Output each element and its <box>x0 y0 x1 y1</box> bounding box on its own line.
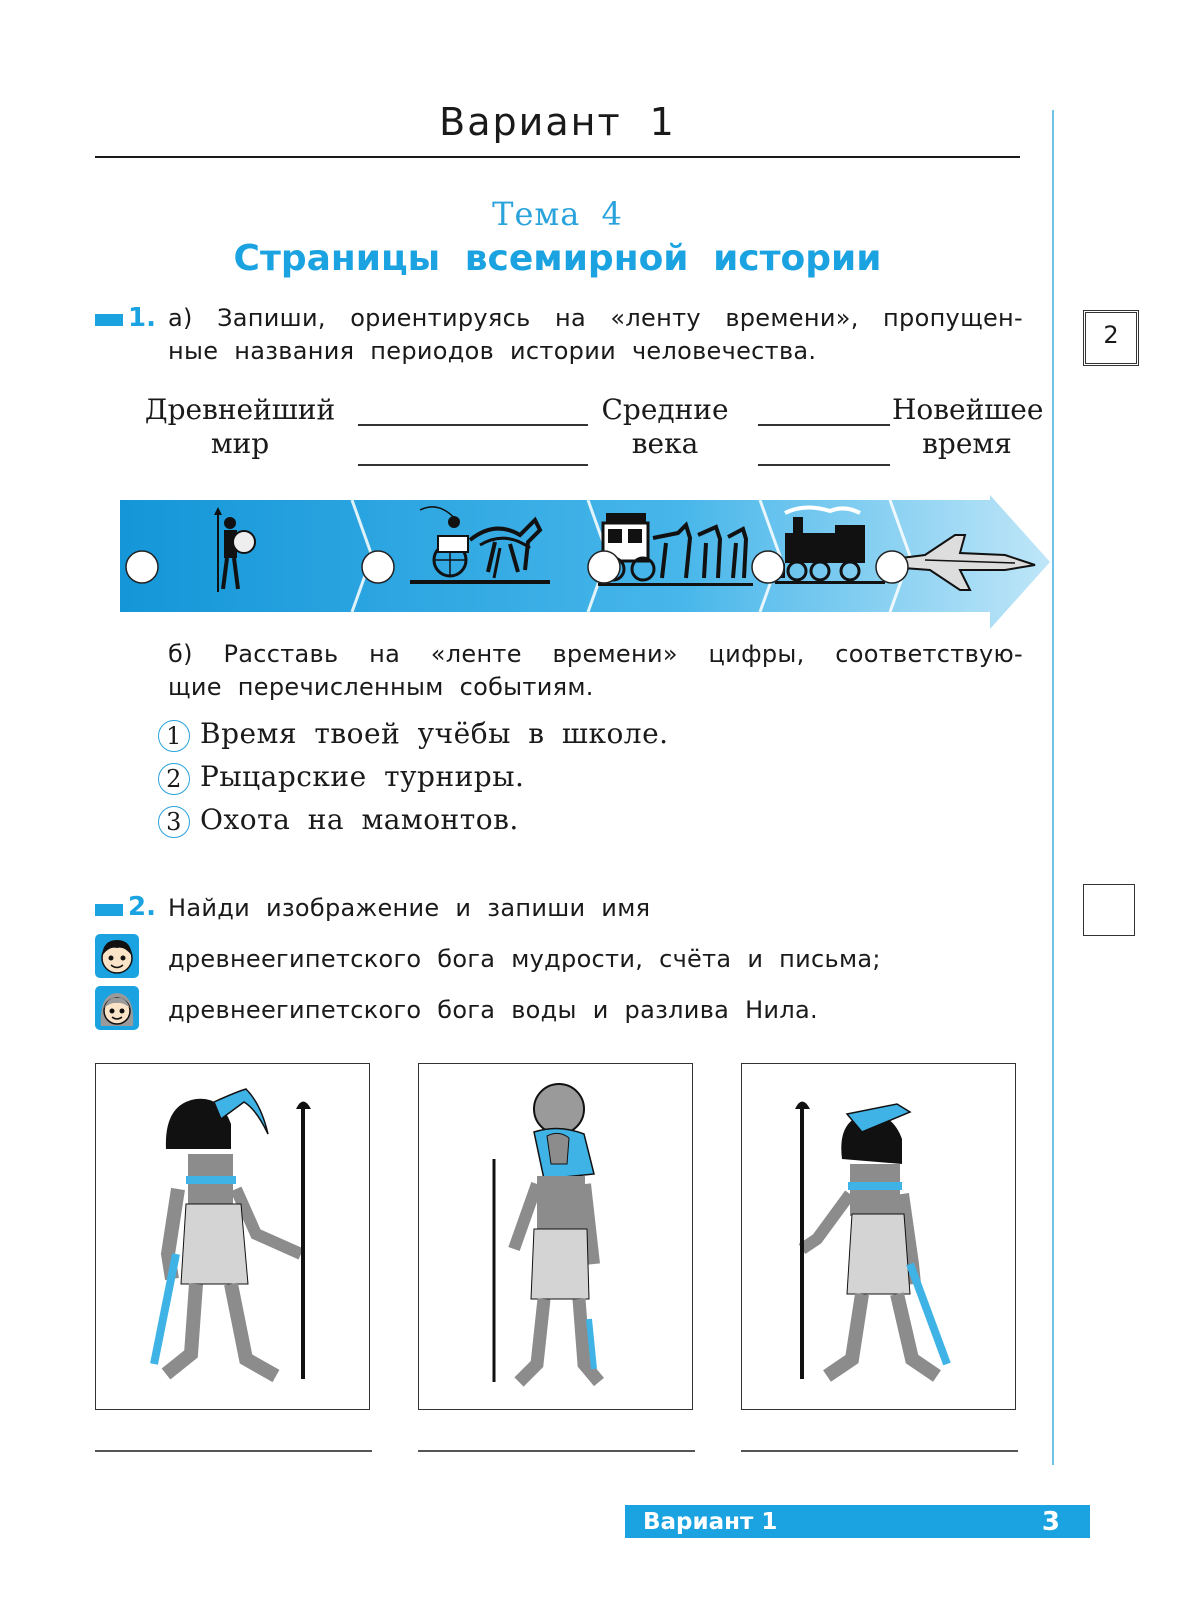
timeline-slot-1[interactable] <box>126 551 158 583</box>
answer-line-2[interactable] <box>418 1450 695 1452</box>
margin-line <box>1052 110 1054 1465</box>
topic-label: Тема 4 <box>492 195 623 233</box>
event-number-3: 3 <box>158 806 190 838</box>
score-box-task-2 <box>1083 884 1135 936</box>
task-1a-line-1: а) Запиши, ориентируясь на «ленту времени», пропущен- <box>168 304 1023 332</box>
footer-variant-label: Вариант 1 <box>643 1509 778 1535</box>
god-picture-2[interactable] <box>418 1063 693 1410</box>
answer-blank-1b[interactable] <box>358 464 588 466</box>
task-1a-line-2: ные названия периодов истории человечества. <box>168 337 817 365</box>
period-newest-line2: время <box>922 427 1012 460</box>
timeline-slot-5[interactable] <box>876 551 908 583</box>
event-3 <box>158 803 519 838</box>
period-newest-time <box>892 393 1042 461</box>
period-newest-line1: Новейшее <box>892 393 1044 426</box>
answer-blank-2b[interactable] <box>758 464 890 466</box>
answer-line-1[interactable] <box>95 1450 372 1452</box>
task-2-number: 2. <box>128 892 156 922</box>
answer-blank-1a[interactable] <box>358 424 588 426</box>
task-2-option-boy: древнеегипетского бога мудрости, счёта и письма; <box>168 945 881 973</box>
falcon-god-icon <box>419 1064 691 1408</box>
crocodile-god-icon <box>742 1064 1014 1408</box>
answer-line-3[interactable] <box>741 1450 1018 1452</box>
task-1-marker <box>95 314 123 326</box>
god-picture-1[interactable] <box>95 1063 370 1410</box>
task-2-marker <box>95 904 123 916</box>
score-box-task-1: 2 <box>1083 310 1139 366</box>
ibis-god-icon <box>96 1064 368 1408</box>
event-text-3: Охота на мамонтов. <box>200 803 519 836</box>
task-2-option-girl: древнеегипетского бога воды и разлива Нила. <box>168 996 818 1024</box>
timeline-slot-3[interactable] <box>588 551 620 583</box>
period-middle-ages <box>590 393 740 461</box>
task-1b-line-2: щие перечисленным событиям. <box>168 673 594 701</box>
answer-blank-2a[interactable] <box>758 424 890 426</box>
event-text-2: Рыцарские турниры. <box>200 760 525 793</box>
topic-title: Страницы всемирной истории <box>233 238 882 279</box>
girl-face-icon <box>95 986 139 1030</box>
event-number-2: 2 <box>158 763 190 795</box>
timeline-slot-2[interactable] <box>362 551 394 583</box>
task-1-number: 1. <box>128 303 156 333</box>
period-ancient-line1: Древнейший <box>144 393 336 426</box>
heading-rule <box>95 156 1020 158</box>
page-number: 3 <box>1041 1507 1060 1537</box>
god-picture-3[interactable] <box>741 1063 1016 1410</box>
timeline-slot-4[interactable] <box>752 551 784 583</box>
period-ancient-world <box>140 393 340 461</box>
event-2 <box>158 760 524 795</box>
event-text-1: Время твоей учёбы в школе. <box>200 717 669 750</box>
period-ancient-line2: мир <box>210 427 270 460</box>
task-1b-line-1: б) Расставь на «ленте времени» цифры, соответствую- <box>168 640 1023 668</box>
variant-heading: Вариант 1 <box>439 100 676 144</box>
timeline-ribbon <box>120 495 1050 635</box>
period-middle-line2: века <box>631 427 699 460</box>
period-middle-line1: Средние <box>601 393 729 426</box>
event-1 <box>158 717 669 752</box>
task-2-intro: Найди изображение и запиши имя <box>168 894 651 922</box>
event-number-1: 1 <box>158 720 190 752</box>
footer-bar <box>625 1505 1090 1538</box>
boy-face-icon <box>95 934 139 978</box>
